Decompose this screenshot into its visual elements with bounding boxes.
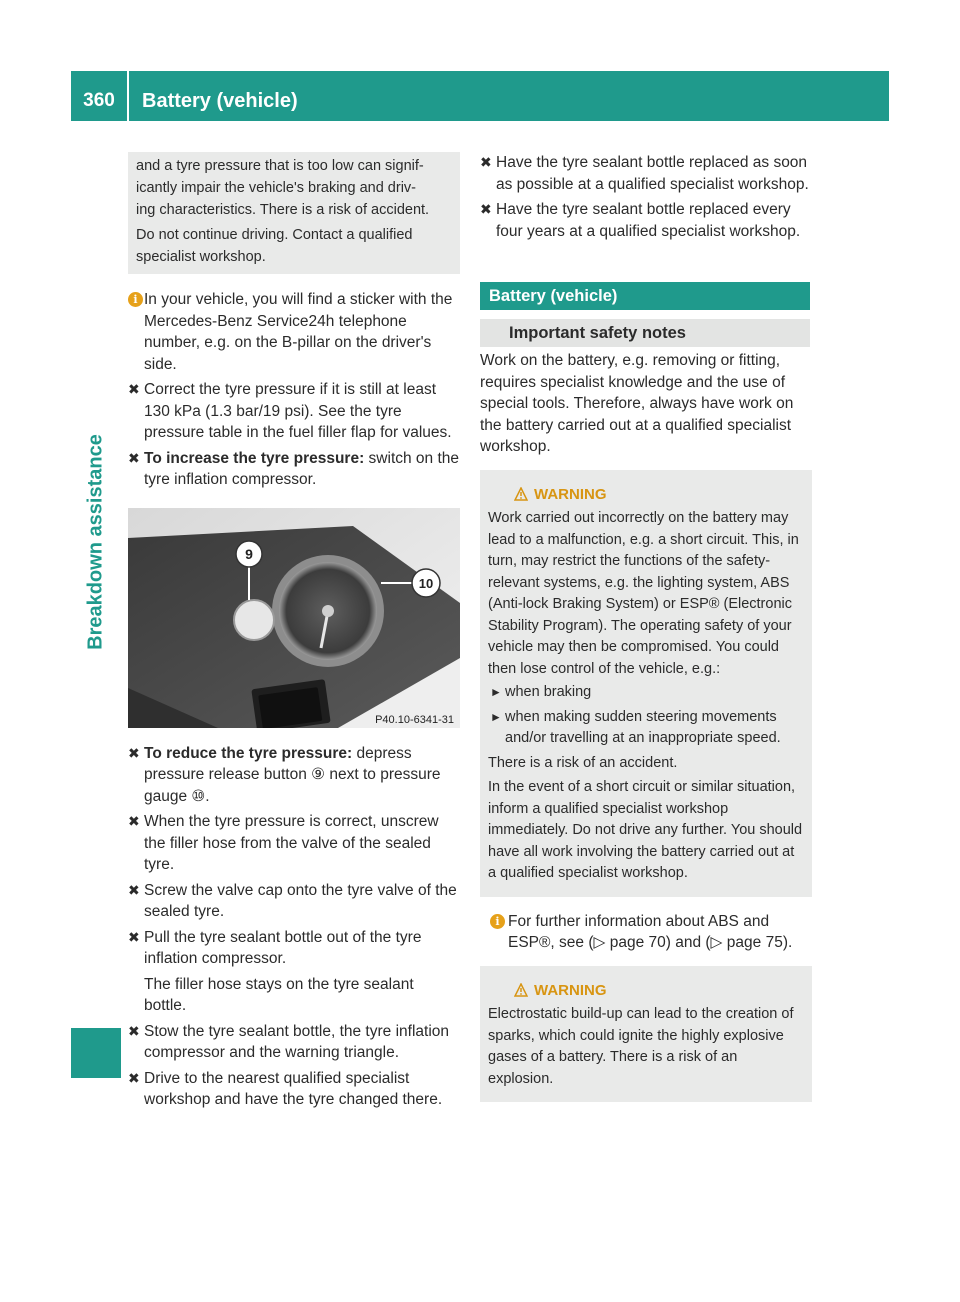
warning-title: WARNING (534, 981, 607, 999)
warning-box (480, 470, 812, 897)
bullet-icon: ► (490, 709, 502, 724)
step-item (128, 811, 460, 876)
info-text: In your vehicle, you will find a sticker with the Mercedes-Benz Service24h telephone number, e.g. on the B-pillar on the driver's side. (144, 291, 453, 373)
step-bold: To increase the tyre pressure: (144, 449, 365, 467)
step-item (480, 152, 812, 195)
warning-event: In the event of a short circuit or similar situation, inform a qualified specialist workshop immediately. Do not drive any further. You should have all work involving the battery carried out at a qualified specialist workshop. (488, 779, 803, 881)
step-arrow-icon: ✖ (128, 813, 140, 829)
step-text: Pull the tyre sealant bottle out of the tyre inflation compressor. (144, 928, 422, 967)
warning-risk: There is a risk of an accident. (488, 754, 678, 771)
step-item (128, 1068, 460, 1111)
box-line: icantly impair the vehicle's braking and driv- (136, 180, 417, 196)
step-text: Stow the tyre sealant bottle, the tyre inflation compressor and the warning triangle. (144, 1022, 450, 1061)
step-text: Screw the valve cap onto the tyre valve of the sealed tyre. (144, 881, 457, 920)
step-text: switch on the tyre inflation compressor. (144, 449, 460, 488)
step-item (128, 1021, 460, 1064)
compressor-photo (128, 508, 460, 728)
warning-continuation-box (128, 152, 460, 274)
step-arrow-icon: ✖ (128, 381, 140, 397)
step-arrow-icon: ✖ (480, 201, 492, 217)
warning-text: Work carried out incorrectly on the battery may lead to a malfunction, e.g. a short circuit. This, in turn, may restrict the functions of the safety-relevant systems, e.g. the lighting system, ABS (Anti-lock Braking System) or ESP® (Electronic Stability Program). The operating safety of your vehicle may then be compromised. You could then lose control of the vehicle, e.g.: (488, 510, 799, 677)
step-arrow-icon: ✖ (128, 881, 140, 898)
page-number: 360 (83, 90, 115, 111)
right-column (480, 152, 812, 1102)
page-title: Battery (vehicle) (142, 90, 298, 112)
intro-text: Work on the battery, e.g. removing or fitting, requires specialist knowledge and the use of special tools. Therefore, always have work on the battery carried out at a qualified specialist workshop. (480, 352, 794, 455)
step-arrow-icon: ✖ (128, 744, 140, 761)
warning-bullet (488, 682, 804, 704)
warning-triangle-icon (514, 487, 528, 501)
box-line: Do not continue driving. Contact a qualified (136, 227, 413, 243)
step-item (128, 448, 460, 491)
step-arrow-icon: ✖ (128, 449, 140, 466)
step-arrow-icon: ✖ (128, 928, 140, 945)
figure-code: P40.10-6341-31 (375, 713, 454, 726)
page-header (71, 71, 889, 121)
info-icon: i (490, 914, 505, 929)
warning-triangle-icon (514, 983, 528, 997)
step-note: The filler hose stays on the tyre sealant bottle. (144, 975, 414, 1014)
warning-text: Electrostatic build-up can lead to the creation of sparks, which could ignite the highly explosive gases of a battery. There is a risk of an explosion. (488, 1006, 794, 1087)
section-heading: Battery (vehicle) (480, 282, 810, 310)
subsection-heading: Important safety notes (480, 319, 810, 347)
step-text: When the tyre pressure is correct, unscrew the filler hose from the valve of the sealed tyre. (144, 813, 439, 873)
step-item (128, 880, 460, 923)
box-line: ing characteristics. There is a risk of accident. (136, 202, 430, 218)
step-arrow-icon: ✖ (128, 1069, 140, 1086)
info-text: For further information about ABS and ESP®, see (▷ page 70) and (▷ page 75). (508, 912, 793, 951)
warning-title: WARNING (534, 485, 607, 503)
step-item (128, 927, 460, 970)
step-item (480, 199, 812, 242)
step-item (128, 743, 460, 808)
step-item (128, 379, 460, 444)
box-line: and a tyre pressure that is too low can signif- (136, 158, 424, 174)
left-column (128, 152, 460, 1115)
warning-heading (514, 484, 804, 506)
callout-10: 10 (418, 575, 434, 591)
bullet-icon: ► (490, 685, 502, 699)
info-note (480, 911, 812, 954)
warning-bullet (488, 707, 804, 750)
box-line: specialist workshop. (136, 249, 266, 265)
step-bold: To reduce the tyre pressure: (144, 744, 353, 762)
warning-box (480, 966, 812, 1103)
bullet-text: when making sudden steering movements and/or travelling at an inappropriate speed. (505, 708, 781, 746)
step-text: Have the tyre sealant bottle replaced every four years at a qualified specialist workshop. (496, 201, 801, 240)
warning-heading (514, 980, 804, 1002)
step-text: Correct the tyre pressure if it is still at least 130 kPa (1.3 bar/19 psi). See the tyre pressure table in the fuel filler flap for values. (144, 381, 452, 441)
bullet-text: when braking (505, 684, 592, 700)
step-arrow-icon: ✖ (480, 154, 492, 170)
step-text: depress pressure release button ⑨ next to pressure gauge ⑩. (144, 744, 441, 805)
step-text: Have the tyre sealant bottle replaced as soon as possible at a qualified specialist workshop. (496, 154, 809, 193)
info-icon: i (128, 292, 143, 307)
chapter-marker (71, 1028, 121, 1078)
chapter-side-tab (71, 152, 121, 1202)
chapter-label-wrap (71, 152, 121, 932)
info-note (128, 289, 460, 375)
step-text: Drive to the nearest qualified specialist workshop and have the tyre changed there. (144, 1069, 443, 1108)
header-divider (127, 71, 129, 121)
chapter-label: Breakdown assistance (84, 434, 107, 650)
callout-9: 9 (245, 545, 253, 562)
step-arrow-icon: ✖ (128, 1022, 140, 1039)
